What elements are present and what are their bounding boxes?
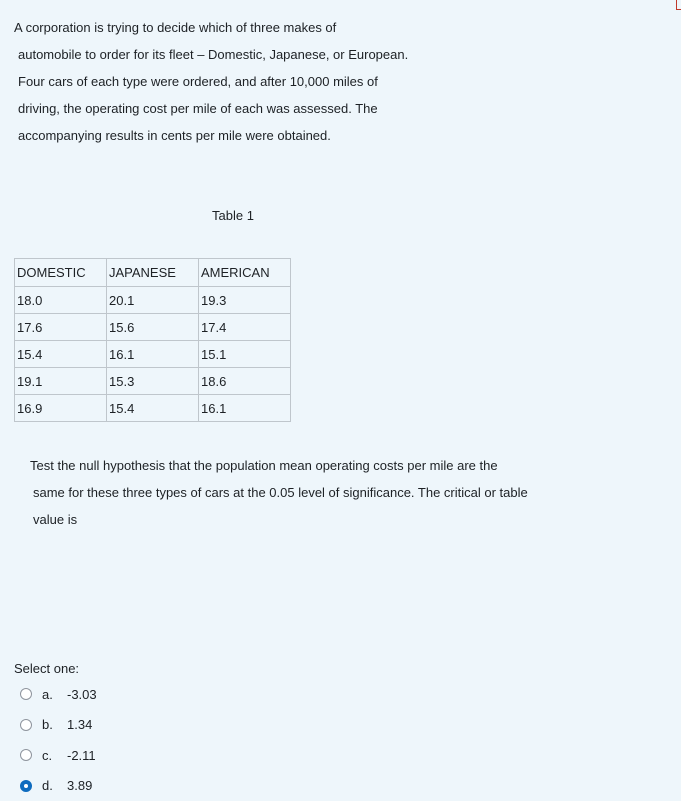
radio-button[interactable]: [20, 688, 32, 700]
answer-value: 1.34: [67, 717, 93, 733]
answer-options: [20, 679, 97, 801]
intro-line: accompanying results in cents per mile were obtained.: [18, 128, 331, 143]
intro-line: driving, the operating cost per mile of each was assessed. The: [18, 101, 378, 116]
table-header-row: [15, 259, 291, 287]
table-cell: 15.6: [107, 314, 199, 341]
radio-button-selected[interactable]: [20, 780, 32, 792]
select-one-label: Select one:: [14, 661, 80, 676]
answer-option-c[interactable]: [20, 740, 97, 771]
question-intro: [14, 14, 674, 149]
table-cell: 20.1: [107, 287, 199, 314]
table-cell: 16.1: [107, 341, 199, 368]
radio-button[interactable]: [20, 749, 32, 761]
answer-value: 3.89: [67, 778, 93, 794]
table-cell: 19.1: [15, 368, 107, 395]
table-row: [15, 341, 291, 368]
column-header-japanese: JAPANESE: [107, 259, 199, 287]
table-cell: 19.3: [199, 287, 291, 314]
table-cell: 18.6: [199, 368, 291, 395]
answer-value: -3.03: [67, 686, 97, 702]
table-cell: 17.6: [15, 314, 107, 341]
table-cell: 15.4: [107, 395, 199, 422]
answer-letter: a.: [42, 686, 53, 702]
answer-letter: b.: [42, 717, 53, 733]
table-cell: 15.1: [199, 341, 291, 368]
radio-button[interactable]: [20, 719, 32, 731]
table-row: [15, 287, 291, 314]
answer-letter: c.: [42, 747, 53, 763]
intro-line: Four cars of each type were ordered, and after 10,000 miles of: [18, 74, 378, 89]
table-cell: 15.3: [107, 368, 199, 395]
table-row: [15, 395, 291, 422]
answer-option-d[interactable]: [20, 771, 97, 801]
table-row: [15, 368, 291, 395]
answer-letter: d.: [42, 778, 53, 794]
body-line: same for these three types of cars at the 0.05 level of significance. The critical or table: [33, 485, 528, 500]
answer-option-b[interactable]: [20, 710, 97, 741]
intro-line: A corporation is trying to decide which of three makes of: [14, 20, 337, 35]
answer-value: -2.11: [67, 747, 96, 763]
table-cell: 16.9: [15, 395, 107, 422]
body-line: value is: [33, 512, 78, 527]
table-row: [15, 314, 291, 341]
table-cell: 16.1: [199, 395, 291, 422]
table-cell: 17.4: [199, 314, 291, 341]
table-cell: 18.0: [15, 287, 107, 314]
data-table: [14, 258, 291, 422]
table-cell: 15.4: [15, 341, 107, 368]
question-body: [30, 452, 670, 533]
corner-mark: [676, 0, 681, 10]
table-caption: Table 1: [212, 208, 254, 223]
answer-option-a[interactable]: [20, 679, 97, 710]
body-line: Test the null hypothesis that the population mean operating costs per mile are the: [30, 458, 498, 473]
column-header-american: AMERICAN: [199, 259, 291, 287]
column-header-domestic: DOMESTIC: [15, 259, 107, 287]
intro-line: automobile to order for its fleet – Domestic, Japanese, or European.: [18, 47, 409, 62]
